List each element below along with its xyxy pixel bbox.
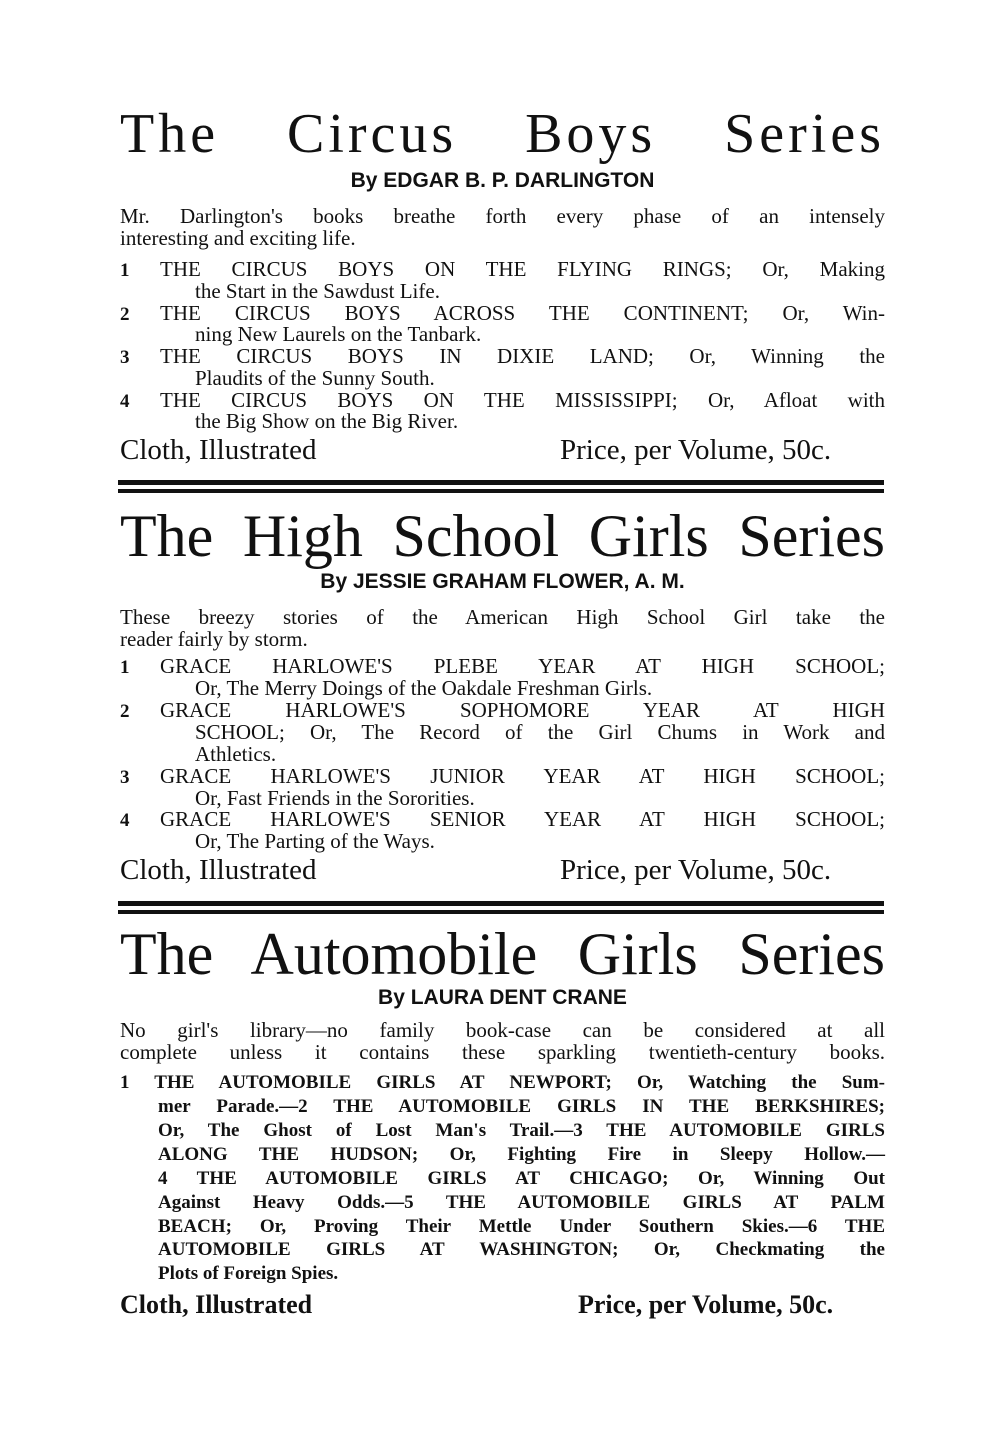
book-subtitle: ning New Laurels on the Tanbark. bbox=[195, 322, 482, 346]
book-list-line: BEACH; Or, Proving Their Mettle Under Southern Skies.—6 THE bbox=[158, 1216, 885, 1237]
book-subtitle: Or, The Parting of the Ways. bbox=[195, 829, 435, 853]
binding-label: Cloth, Illustrated bbox=[120, 1290, 313, 1319]
series-description: reader fairly by storm. bbox=[120, 627, 308, 651]
book-list-line: Plots of Foreign Spies. bbox=[158, 1263, 339, 1284]
series-title: The Circus Boys Series bbox=[120, 103, 885, 165]
book-title: THE CIRCUS BOYS ON THE MISSISSIPPI; Or, Afloat with bbox=[160, 388, 885, 412]
series-description: Mr. Darlington's books breathe forth every phase of an intensely bbox=[120, 204, 885, 228]
book-title: GRACE HARLOWE'S SOPHOMORE YEAR AT HIGH bbox=[160, 698, 885, 722]
item-number: 4 bbox=[120, 391, 130, 412]
book-list-line: Or, The Ghost of Lost Man's Trail.—3 THE AUTOMOBILE GIRLS bbox=[158, 1120, 885, 1141]
book-list-line: AUTOMOBILE GIRLS AT WASHINGTON; Or, Checkmating the bbox=[158, 1239, 885, 1260]
book-title: GRACE HARLOWE'S JUNIOR YEAR AT HIGH SCHOOL; bbox=[160, 764, 885, 788]
price-label: Price, per Volume, 50c. bbox=[560, 854, 832, 886]
book-subtitle: Or, The Merry Doings of the Oakdale Freshman Girls. bbox=[195, 676, 653, 700]
item-number: 3 bbox=[120, 767, 130, 788]
divider-rule bbox=[118, 901, 884, 906]
book-subtitle: the Start in the Sawdust Life. bbox=[195, 279, 440, 303]
series-author: By EDGAR B. P. DARLINGTON bbox=[350, 169, 655, 192]
item-number: 1 bbox=[120, 657, 130, 678]
book-subtitle: Or, Fast Friends in the Sororities. bbox=[195, 786, 475, 810]
series-description: No girl's library—no family book-case can be considered at all bbox=[120, 1018, 885, 1042]
item-number: 2 bbox=[120, 304, 130, 325]
book-list-line: Against Heavy Odds.—5 THE AUTOMOBILE GIRLS AT PALM bbox=[158, 1192, 885, 1213]
item-number: 3 bbox=[120, 347, 130, 368]
book-title: GRACE HARLOWE'S SENIOR YEAR AT HIGH SCHOOL; bbox=[160, 807, 885, 831]
divider-rule bbox=[118, 489, 884, 493]
book-list-line: 4 THE AUTOMOBILE GIRLS AT CHICAGO; Or, Winning Out bbox=[158, 1168, 885, 1189]
series-title: The High School Girls Series bbox=[120, 503, 885, 569]
book-title: THE CIRCUS BOYS ACROSS THE CONTINENT; Or, Win- bbox=[160, 301, 885, 325]
book-list-line: ALONG THE HUDSON; Or, Fighting Fire in Sleepy Hollow.— bbox=[158, 1144, 885, 1165]
book-subtitle: Athletics. bbox=[195, 742, 277, 766]
divider-rule bbox=[118, 910, 884, 914]
price-label: Price, per Volume, 50c. bbox=[578, 1290, 834, 1319]
book-subtitle: the Big Show on the Big River. bbox=[195, 409, 459, 433]
book-subtitle: Plaudits of the Sunny South. bbox=[195, 366, 435, 390]
series-description: These breezy stories of the American High School Girl take the bbox=[120, 605, 885, 629]
book-title: THE CIRCUS BOYS ON THE FLYING RINGS; Or, Making bbox=[160, 257, 885, 281]
book-list-line: 1 THE AUTOMOBILE GIRLS AT NEWPORT; Or, Watching the Sum- bbox=[120, 1072, 885, 1093]
series-description: interesting and exciting life. bbox=[120, 226, 356, 250]
book-title: GRACE HARLOWE'S PLEBE YEAR AT HIGH SCHOOL; bbox=[160, 654, 885, 678]
series-title: The Automobile Girls Series bbox=[120, 921, 885, 987]
item-number: 4 bbox=[120, 810, 130, 831]
divider-rule bbox=[118, 480, 884, 485]
item-number: 1 bbox=[120, 260, 130, 281]
price-label: Price, per Volume, 50c. bbox=[560, 434, 832, 466]
series-author: By LAURA DENT CRANE bbox=[378, 986, 627, 1009]
book-title-cont: SCHOOL; Or, The Record of the Girl Chums in Work and bbox=[195, 720, 885, 744]
series-author: By JESSIE GRAHAM FLOWER, A. M. bbox=[320, 570, 685, 593]
book-title: THE CIRCUS BOYS IN DIXIE LAND; Or, Winning the bbox=[160, 344, 885, 368]
item-number: 2 bbox=[120, 701, 130, 722]
binding-label: Cloth, Illustrated bbox=[120, 854, 317, 886]
series-description: complete unless it contains these sparkling twentieth-century books. bbox=[120, 1040, 885, 1064]
book-list-line: mer Parade.—2 THE AUTOMOBILE GIRLS IN THE BERKSHIRES; bbox=[158, 1096, 885, 1117]
binding-label: Cloth, Illustrated bbox=[120, 434, 317, 466]
